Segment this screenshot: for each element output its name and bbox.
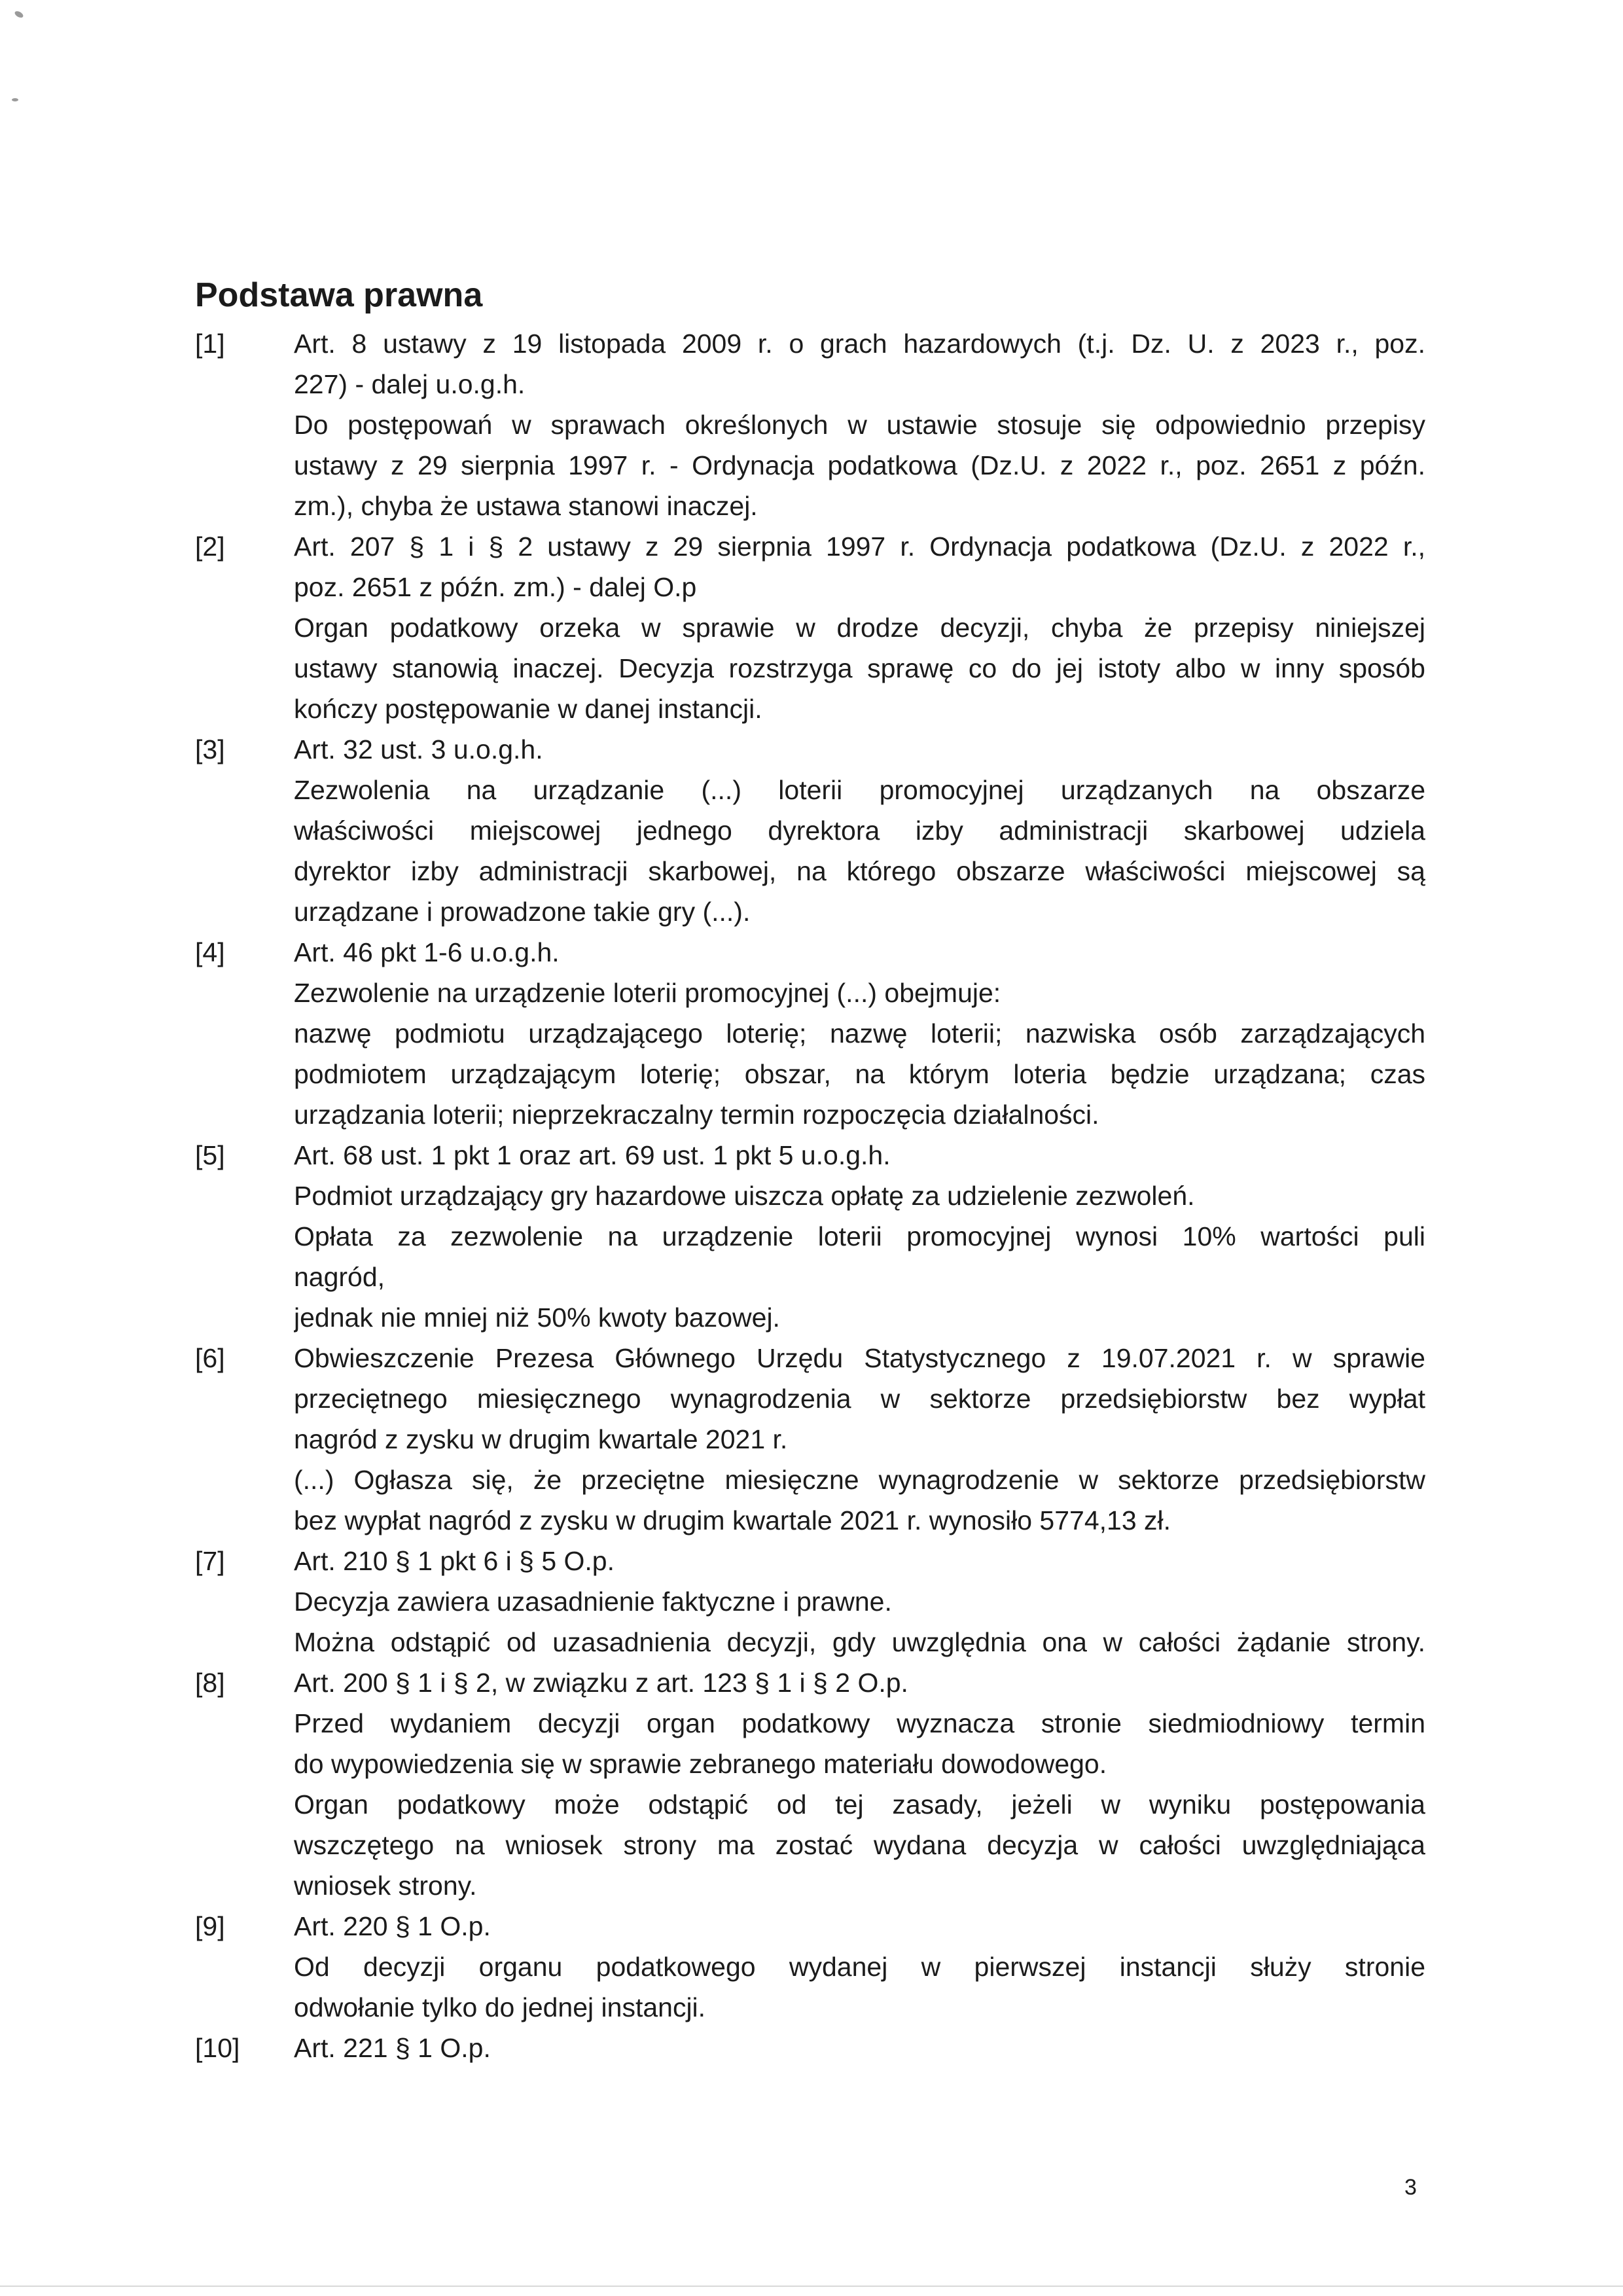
legal-basis-entry xyxy=(195,1906,1425,2028)
page-number: 3 xyxy=(1404,2175,1417,2200)
entry-text-line: Zezwolenia na urządzanie (...) loterii promocyjnej urządzanych na obszarze xyxy=(294,775,1425,805)
entry-text-line: odwołanie tylko do jednej instancji. xyxy=(294,1992,706,2022)
entry-text xyxy=(294,729,1425,932)
entry-number: [7] xyxy=(195,1546,225,1576)
entry-number: [9] xyxy=(195,1911,225,1941)
entry-text xyxy=(294,1338,1425,1541)
entry-text-line: Art. 221 § 1 O.p. xyxy=(294,2033,491,2063)
entry-number: [3] xyxy=(195,734,225,764)
entry-number: [2] xyxy=(195,531,225,562)
entry-text-line: ustawy z 29 sierpnia 1997 r. - Ordynacja podatkowa (Dz.U. z 2022 r., poz. 2651 z późn. xyxy=(294,450,1425,480)
entry-text-line: właściwości miejscowej jednego dyrektora izby administracji skarbowej udziela xyxy=(294,816,1425,846)
entry-text-line: Zezwolenie na urządzenie loterii promocyjnej (...) obejmuje: xyxy=(294,978,1001,1008)
entry-text-line: Art. 46 pkt 1-6 u.o.g.h. xyxy=(294,937,560,967)
entry-text-line: Art. 8 ustawy z 19 listopada 2009 r. o grach hazardowych (t.j. Dz. U. z 2023 r., poz. xyxy=(294,329,1425,359)
legal-basis-entry xyxy=(195,1338,1425,1541)
entry-number: [10] xyxy=(195,2033,240,2063)
entry-text-line: nazwę podmiotu urządzającego loterię; nazwę loterii; nazwiska osób zarządzających xyxy=(294,1018,1425,1049)
entry-text-line: poz. 2651 z późn. zm.) - dalej O.p xyxy=(294,572,697,602)
entry-text-line: zm.), chyba że ustawa stanowi inaczej. xyxy=(294,491,758,521)
entry-text-line: Przed wydaniem decyzji organ podatkowy wyznacza stronie siedmiodniowy termin xyxy=(294,1708,1425,1738)
legal-basis-entry xyxy=(195,1541,1425,1662)
entry-text-line: Art. 210 § 1 pkt 6 i § 5 O.p. xyxy=(294,1546,615,1576)
entry-text-line: nagród, xyxy=(294,1262,385,1292)
entry-text-line: Organ podatkowy orzeka w sprawie w drodze decyzji, chyba że przepisy niniejszej xyxy=(294,613,1425,643)
entry-text-line: 227) - dalej u.o.g.h. xyxy=(294,369,526,399)
scan-speck xyxy=(14,10,24,19)
scan-edge-line xyxy=(0,2286,1623,2287)
entry-text-line: Art. 68 ust. 1 pkt 1 oraz art. 69 ust. 1 pkt 5 u.o.g.h. xyxy=(294,1140,891,1170)
entry-text-line: Art. 207 § 1 i § 2 ustawy z 29 sierpnia 1997 r. Ordynacja podatkowa (Dz.U. z 2022 r., xyxy=(294,531,1425,562)
entry-text-line: Do postępowań w sprawach określonych w ustawie stosuje się odpowiednio przepisy xyxy=(294,410,1425,440)
entry-text-line: Art. 200 § 1 i § 2, w związku z art. 123 § 1 i § 2 O.p. xyxy=(294,1668,908,1698)
entry-text-line: podmiotem urządzającym loterię; obszar, na którym loteria będzie urządzana; czas xyxy=(294,1059,1425,1089)
entry-number: [1] xyxy=(195,329,225,359)
section-title: Podstawa prawna xyxy=(195,276,483,314)
entry-text-line: nagród z zysku w drugim kwartale 2021 r. xyxy=(294,1424,788,1454)
entry-text-line: Opłata za zezwolenie na urządzenie loterii promocyjnej wynosi 10% wartości puli xyxy=(294,1221,1425,1251)
legal-basis-list xyxy=(195,323,1425,2068)
legal-basis-entry xyxy=(195,932,1425,1135)
entry-text-line: bez wypłat nagród z zysku w drugim kwartale 2021 r. wynosiło 5774,13 zł. xyxy=(294,1505,1171,1535)
entry-number: [4] xyxy=(195,937,225,967)
entry-text-line: urządzane i prowadzone takie gry (...). xyxy=(294,897,751,927)
entry-text-line: (...) Ogłasza się, że przeciętne miesięczne wynagrodzenie w sektorze przedsiębiorstw xyxy=(294,1465,1425,1495)
scan-speck xyxy=(12,98,18,101)
entry-text xyxy=(294,1135,1425,1338)
entry-text-line: Art. 32 ust. 3 u.o.g.h. xyxy=(294,734,543,764)
legal-basis-entry xyxy=(195,323,1425,526)
entry-text-line: Organ podatkowy może odstąpić od tej zasady, jeżeli w wyniku postępowania xyxy=(294,1789,1425,1820)
entry-text xyxy=(294,1541,1425,1662)
entry-text-line: Można odstąpić od uzasadnienia decyzji, gdy uwzględnia ona w całości żądanie strony. xyxy=(294,1627,1425,1657)
entry-number: [8] xyxy=(195,1668,225,1698)
entry-text xyxy=(294,1906,1425,2028)
legal-basis-entry xyxy=(195,729,1425,932)
entry-text-line: urządzania loterii; nieprzekraczalny termin rozpoczęcia działalności. xyxy=(294,1100,1099,1130)
entry-text xyxy=(294,323,1425,526)
entry-text-line: wszczętego na wniosek strony ma zostać wydana decyzja w całości uwzględniająca xyxy=(294,1830,1425,1860)
entry-text-line: do wypowiedzenia się w sprawie zebranego materiału dowodowego. xyxy=(294,1749,1107,1779)
entry-text-line: dyrektor izby administracji skarbowej, na którego obszarze właściwości miejscowej są xyxy=(294,856,1425,886)
entry-text-line: Art. 220 § 1 O.p. xyxy=(294,1911,491,1941)
entry-text xyxy=(294,2028,1425,2068)
entry-text-line: kończy postępowanie w danej instancji. xyxy=(294,694,762,724)
entry-number: [5] xyxy=(195,1140,225,1170)
entry-text-line: przeciętnego miesięcznego wynagrodzenia w sektorze przedsiębiorstw bez wypłat xyxy=(294,1384,1425,1414)
legal-basis-entry xyxy=(195,1135,1425,1338)
entry-text xyxy=(294,526,1425,729)
legal-basis-entry xyxy=(195,2028,1425,2068)
entry-text-line: Decyzja zawiera uzasadnienie faktyczne i prawne. xyxy=(294,1587,892,1617)
entry-text-line: Od decyzji organu podatkowego wydanej w pierwszej instancji służy stronie xyxy=(294,1952,1425,1982)
legal-basis-entry xyxy=(195,1662,1425,1906)
entry-text-line: Obwieszczenie Prezesa Głównego Urzędu Statystycznego z 19.07.2021 r. w sprawie xyxy=(294,1343,1425,1373)
entry-text-line: wniosek strony. xyxy=(294,1871,477,1901)
entry-text-line: jednak nie mniej niż 50% kwoty bazowej. xyxy=(294,1302,780,1333)
entry-text xyxy=(294,1662,1425,1906)
entry-text-line: Podmiot urządzający gry hazardowe uiszcza opłatę za udzielenie zezwoleń. xyxy=(294,1181,1195,1211)
legal-basis-entry xyxy=(195,526,1425,729)
entry-number: [6] xyxy=(195,1343,225,1373)
entry-text-line: ustawy stanowią inaczej. Decyzja rozstrzyga sprawę co do jej istoty albo w inny sposób xyxy=(294,653,1425,683)
entry-text xyxy=(294,932,1425,1135)
